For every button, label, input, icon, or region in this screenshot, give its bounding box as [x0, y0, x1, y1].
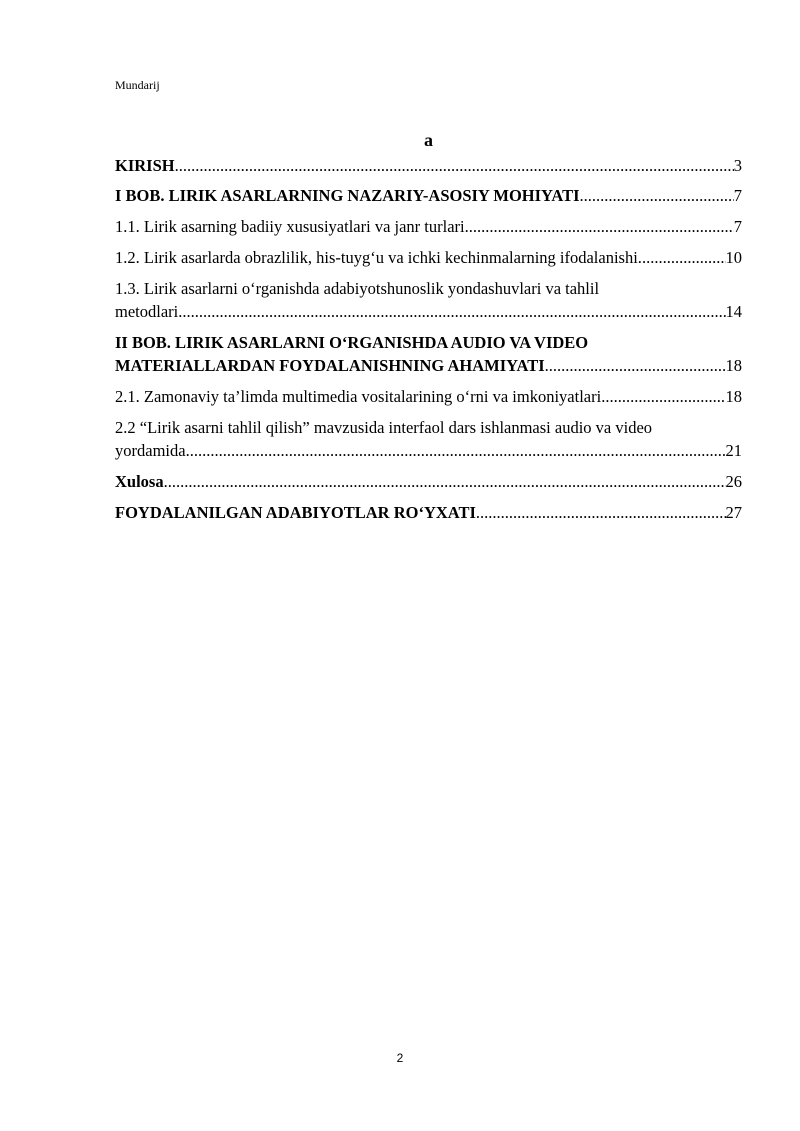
toc-entry-page: 7 — [733, 186, 742, 205]
toc-entry-title-line2: metodlari — [115, 302, 179, 321]
page-number: 2 — [396, 1051, 404, 1065]
dot-leader — [175, 154, 734, 177]
toc-entry-section-2-1[interactable] — [115, 385, 742, 408]
toc-entry-page: 18 — [725, 356, 742, 375]
dot-leader — [476, 501, 726, 524]
toc-entry-title-line1: II BOB. LIRIK ASARLARNI O‘RGANISHDA AUDIO VA VIDEO — [115, 333, 589, 352]
dot-leader — [545, 354, 726, 377]
toc-entry-title: I BOB. LIRIK ASARLARNING NAZARIY-ASOSIY MOHIYATI — [115, 186, 580, 205]
table-of-contents — [115, 154, 742, 524]
toc-entry-section-1-2[interactable] — [115, 246, 742, 269]
toc-entry-section-1-3[interactable] — [115, 277, 742, 323]
toc-heading: a — [424, 130, 433, 150]
toc-entry-title-line1: 2.2 “Lirik asarni tahlil qilish” mavzusida interfaol dars ishlanmasi audio va video — [115, 418, 653, 437]
dot-leader — [601, 385, 725, 408]
toc-entry-section-2-2[interactable] — [115, 416, 742, 462]
toc-entry-section-1-1[interactable] — [115, 215, 742, 238]
toc-entry-page: 7 — [733, 217, 742, 236]
toc-entry-title: Xulosa — [115, 472, 164, 491]
toc-entry-page: 10 — [725, 248, 742, 267]
toc-entry-references[interactable] — [115, 501, 742, 524]
toc-entry-title: 2.1. Zamonaviy ta’limda multimedia vositalarining o‘rni va imkoniyatlari — [115, 387, 602, 406]
toc-entry-page: 3 — [733, 156, 742, 175]
toc-entry-title: KIRISH — [115, 156, 175, 175]
toc-entry-kirish[interactable] — [115, 154, 742, 177]
dot-leader — [178, 300, 725, 323]
toc-entry-title: 1.2. Lirik asarlarda obrazlilik, his-tuyg‘u va ichki kechinmalarning ifodalanishi. — [115, 248, 642, 267]
toc-entry-title-line2: yordamida — [115, 441, 186, 460]
toc-entry-xulosa[interactable] — [115, 470, 742, 493]
toc-entry-title: 1.1. Lirik asarning badiiy xususiyatlari va janr turlari — [115, 217, 465, 236]
toc-entry-page: 26 — [725, 472, 742, 491]
dot-leader — [465, 215, 734, 238]
dot-leader — [642, 246, 726, 269]
toc-entry-chapter-1[interactable] — [115, 184, 742, 207]
toc-entry-page: 14 — [725, 302, 742, 321]
toc-entry-chapter-2[interactable] — [115, 331, 742, 377]
toc-entry-title: FOYDALANILGAN ADABIYOTLAR RO‘YXATI — [115, 503, 476, 522]
dot-leader — [186, 439, 726, 462]
toc-entry-page: 18 — [725, 387, 742, 406]
dot-leader — [164, 470, 726, 493]
dot-leader — [580, 184, 734, 207]
toc-entry-page: 21 — [725, 441, 742, 460]
toc-entry-title-line2: MATERIALLARDAN FOYDALANISHNING AHAMIYATI — [115, 356, 545, 375]
toc-entry-page: 27 — [725, 503, 742, 522]
toc-entry-title-line1: 1.3. Lirik asarlarni o‘rganishda adabiyotshunoslik yondashuvlari va tahlil — [115, 279, 600, 298]
page-header-label: Mundarij — [115, 78, 160, 92]
